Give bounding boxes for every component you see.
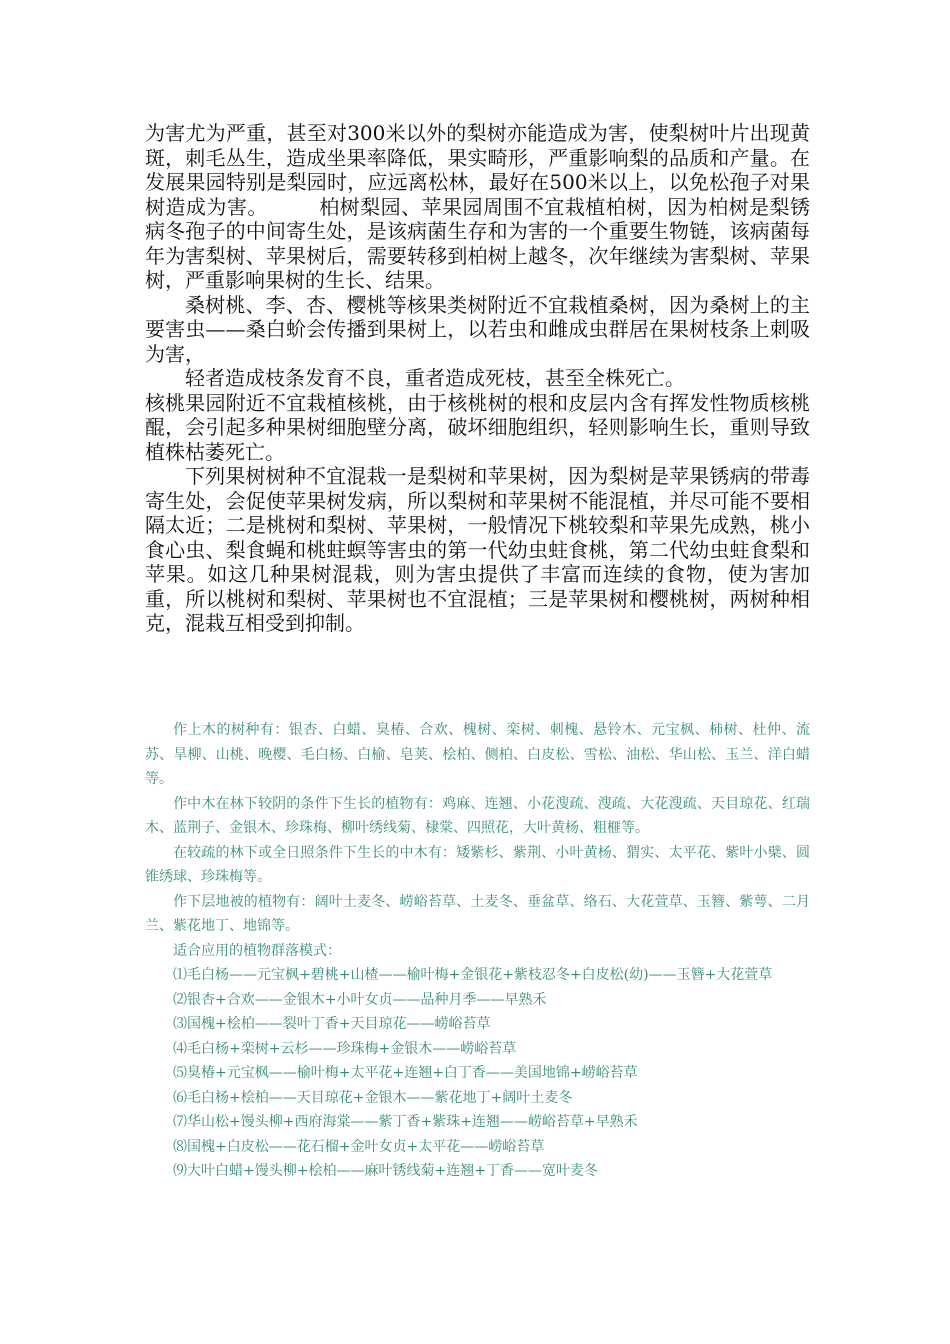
- paragraph-pine-cypress: 为害尤为严重，甚至对300米以外的梨树亦能造成为害，使梨树叶片出现黄斑，刺毛丛生，造成坐果率降低，果实畸形，严重影响梨的品质和产量。在发展果园特别是梨园时，应远离松林，最好在500米以上，以免松孢子对果树造成为害。 柏树梨园、苹果园周围不宜栽植柏树，因为柏树是梨锈病冬孢子的中间寄生处，是该病菌生存和为害的一个重要生物链，该病菌每年为害梨树、苹果树后，需要转移到柏树上越冬，次年继续为害梨树、苹果树，严重影响果树的生长、结果。: [145, 121, 810, 292]
- main-text-block: [145, 121, 810, 636]
- community-item-7: ⑺华山松+馒头柳+西府海棠——紫丁香+紫珠+连翘——崂峪苔草+早熟禾: [173, 1114, 638, 1130]
- community-item-6: ⑹毛白杨+桧柏——天目琼花+金银木——紫花地丁+阔叶土麦冬: [173, 1089, 573, 1106]
- community-item-4: ⑷毛白杨+栾树+云杉——珍珠梅+金银木——崂峪苔草: [173, 1040, 517, 1057]
- community-item-8: ⑻国槐+白皮松——花石榴+金叶女贞+太平花——崂峪苔草: [173, 1138, 545, 1155]
- paragraph-community-heading: 适合应用的植物群落模式：: [173, 942, 341, 959]
- community-item-9: ⑼大叶白蜡+馒头柳+桧柏——麻叶锈线菊+连翘+丁香——宽叶麦冬: [173, 1163, 598, 1179]
- paragraph-middle-shade: 作中木在林下较阴的条件下生长的植物有：鸡麻、连翘、小花溲疏、溲疏、大花溲疏、天目琼花、红瑞木、蓝荆子、金银木、珍珠梅、柳叶绣线菊、棣棠、四照花，大叶黄杨、粗榧等。: [145, 795, 810, 836]
- paragraph-mulberry-damage: 轻者造成枝条发育不良，重者造成死枝，甚至全株死亡。: [185, 366, 685, 390]
- community-item-1: ⑴毛白杨——元宝枫+碧桃+山楂——榆叶梅+金银花+紫枝忍冬+白皮松(幼)——玉簪+大花萱草: [173, 967, 773, 983]
- paragraph-mulberry: 桑树桃、李、杏、樱桃等核果类树附近不宜栽植桑树，因为桑树上的主要害虫——桑白蚧会传播到果树上，以若虫和雌成虫群居在果树枝条上刺吸为害，: [145, 292, 810, 366]
- paragraph-upper-trees: 作上木的树种有：银杏、白蜡、臭椿、合欢、槐树、栾树、刺槐、悬铃木、元宝枫、柿树、杜仲、流苏、旱柳、山桃、晚樱、毛白杨、白榆、皂荚、桧柏、侧柏、白皮松、雪松、油松、华山松、玉兰、洋白蜡等。: [145, 722, 810, 787]
- community-item-2: ⑵银杏+合欢——金银木+小叶女贞——品种月季——早熟禾: [173, 991, 547, 1008]
- community-item-3: ⑶国槐+桧柏——裂叶丁香+天目琼花——崂峪苔草: [173, 1016, 491, 1032]
- plant-community-section: [145, 718, 810, 1184]
- community-item-5: ⑸臭椿+元宝枫——榆叶梅+太平花+连翘+白丁香——美国地锦+崂峪苔草: [173, 1065, 638, 1081]
- paragraph-ground-cover: 作下层地被的植物有：阔叶土麦冬、崂峪苔草、土麦冬、垂盆草、络石、大花萱草、玉簪、紫萼、二月兰、紫花地丁、地锦等。: [145, 893, 810, 934]
- paragraph-walnut: 核桃果园附近不宜栽植核桃，由于核桃树的根和皮层内含有挥发性物质核桃醌，会引起多种果树细胞壁分离，破坏细胞组织，轻则影响生长，重则导致植株枯萎死亡。: [145, 390, 810, 464]
- paragraph-mixed-planting: 下列果树树种不宜混栽一是梨树和苹果树，因为梨树是苹果锈病的带毒寄生处，会促使苹果树发病，所以梨树和苹果树不能混植，并尽可能不要相隔太近；二是桃树和梨树、苹果树，一般情况下桃较梨和苹果先成熟，桃小食心虫、梨食蝇和桃蛀螟等害虫的第一代幼虫蛀食桃，第二代幼虫蛀食梨和苹果。如这几种果树混栽，则为害虫提供了丰富而连续的食物，使为害加重，所以桃树和梨树、苹果树也不宜混植；三是苹果树和樱桃树，两树种相克，混栽互相受到抑制。: [145, 464, 810, 635]
- paragraph-middle-sun: 在较疏的林下或全日照条件下生长的中木有：矮紫杉、紫荆、小叶黄杨、猬实、太平花、紫叶小檗、圆锥绣球、珍珠梅等。: [145, 844, 810, 885]
